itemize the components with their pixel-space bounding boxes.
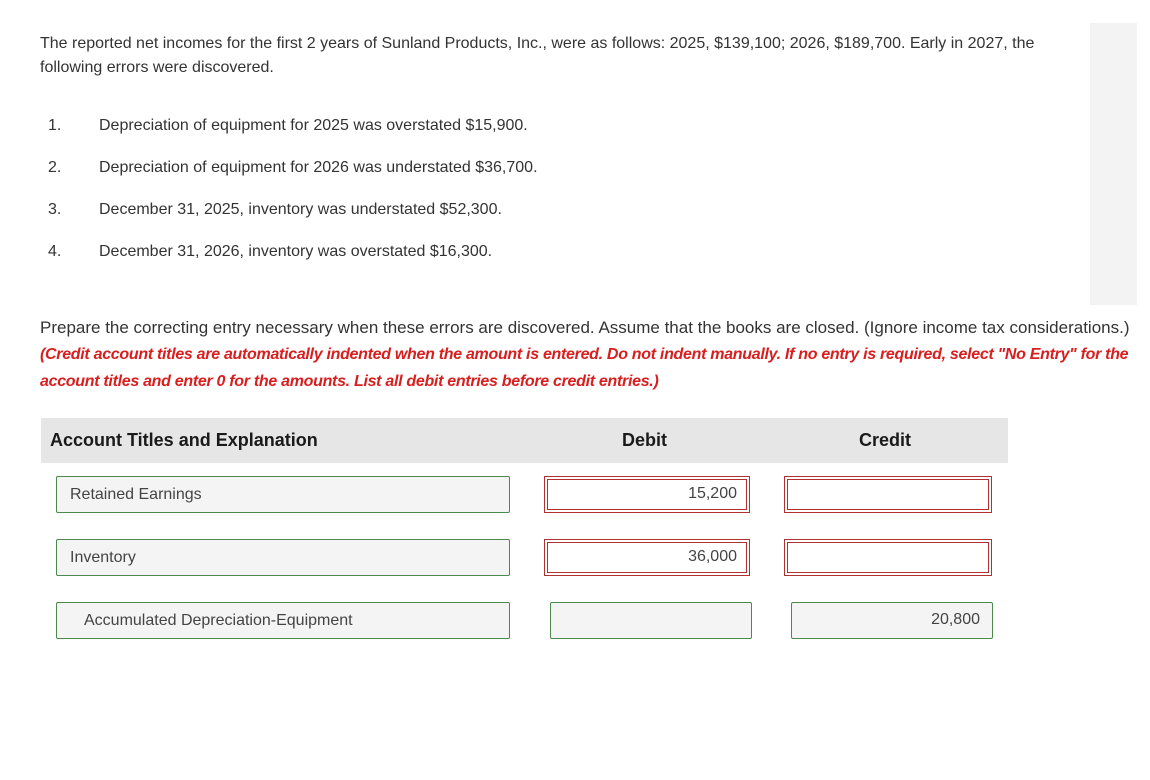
instructions (40, 315, 1140, 395)
instruction-note: (Credit account titles are automatically indented when the amount is entered. Do not indent manually. If no entry is required, select "No Entry" for the account titles and enter 0 for the amounts. List all debit entries before credit entries.) (40, 346, 1129, 390)
problem-intro: The reported net incomes for the first 2 years of Sunland Products, Inc., were as follows: 2025, $139,100; 2026, $189,700. Early in 2027, the following errors were discovered. (40, 35, 1035, 76)
account-title-input-row2[interactable]: Inventory (56, 539, 510, 576)
debit-input-row1[interactable]: 15,200 (544, 476, 750, 513)
credit-input-row1[interactable] (784, 476, 992, 513)
account-column-header: Account Titles and Explanation (50, 430, 318, 450)
debit-column-header: Debit (622, 430, 667, 450)
list-number: 2. (48, 159, 62, 176)
list-text: Depreciation of equipment for 2025 was overstated $15,900. (99, 117, 528, 134)
credit-column-header: Credit (859, 430, 912, 450)
list-text: December 31, 2026, inventory was overstated $16,300. (99, 243, 493, 260)
instruction-text: Prepare the correcting entry necessary when these errors are discovered. Assume that the books are closed. (Ignore income tax considerations.) (40, 318, 1130, 337)
credit-input-row3[interactable]: 20,800 (791, 602, 993, 639)
list-text: December 31, 2025, inventory was understated $52,300. (99, 201, 502, 218)
journal-table-header (41, 418, 1008, 463)
account-title-input-row3[interactable]: Accumulated Depreciation-Equipment (56, 602, 510, 639)
debit-input-row3[interactable] (550, 602, 752, 639)
list-number: 3. (48, 201, 62, 218)
list-number: 4. (48, 243, 62, 260)
list-number: 1. (48, 117, 62, 134)
debit-input-row2[interactable]: 36,000 (544, 539, 750, 576)
account-title-input-row1[interactable]: Retained Earnings (56, 476, 510, 513)
side-panel-stub (1090, 23, 1137, 305)
credit-input-row2[interactable] (784, 539, 992, 576)
list-text: Depreciation of equipment for 2026 was understated $36,700. (99, 159, 538, 176)
